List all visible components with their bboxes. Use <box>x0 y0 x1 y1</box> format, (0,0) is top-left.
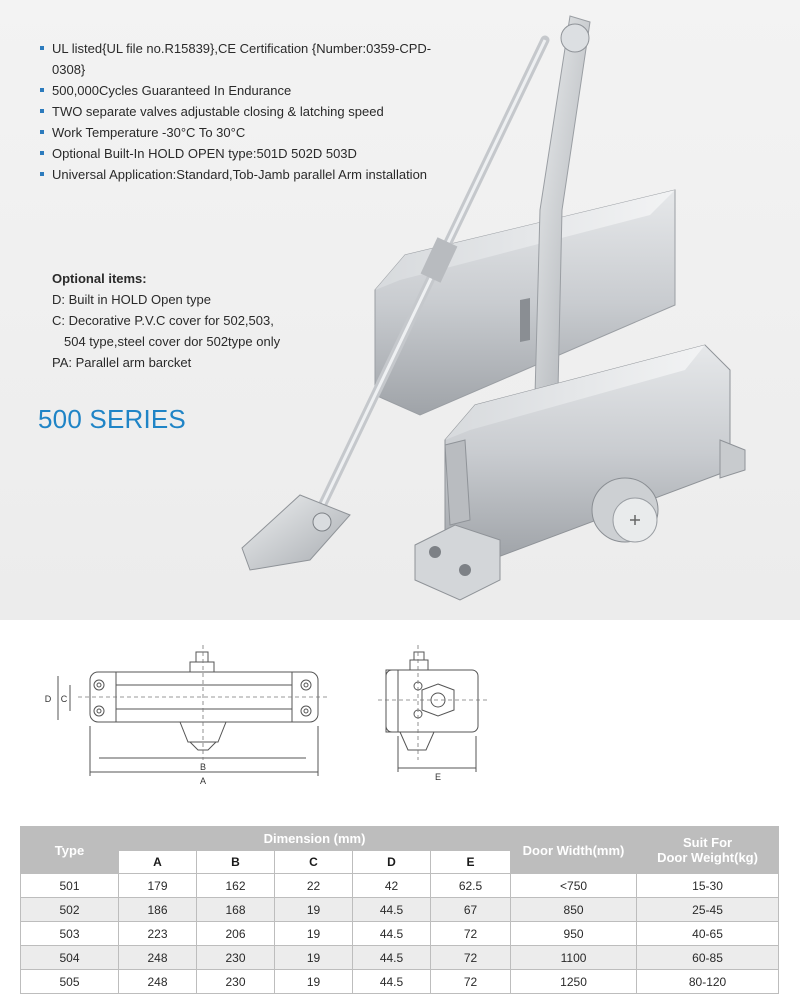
cell-d: 44.5 <box>353 970 431 994</box>
door-closer-photo <box>230 0 800 620</box>
header-c: C <box>275 851 353 874</box>
cell-a: 186 <box>119 898 197 922</box>
cell-b: 230 <box>197 970 275 994</box>
cell-door-weight: 15-30 <box>637 874 779 898</box>
optional-pa: PA: Parallel arm barcket <box>52 355 192 370</box>
optional-title: Optional items: <box>52 271 147 286</box>
cell-e: 62.5 <box>431 874 511 898</box>
cell-type: 501 <box>21 874 119 898</box>
header-door-weight-line2: Door Weight(kg) <box>657 850 758 865</box>
table-row <box>21 970 779 994</box>
table-row <box>21 946 779 970</box>
cell-e: 72 <box>431 970 511 994</box>
dim-label-b: B <box>199 762 207 772</box>
cell-a: 223 <box>119 922 197 946</box>
table-row <box>21 922 779 946</box>
feature-item: Universal Application:Standard,Tob-Jamb parallel Arm installation <box>40 164 460 185</box>
table-row <box>21 874 779 898</box>
dim-label-a: A <box>199 776 207 786</box>
cell-b: 168 <box>197 898 275 922</box>
cell-e: 67 <box>431 898 511 922</box>
cell-door-width: 1100 <box>511 946 637 970</box>
header-door-weight-line1: Suit For <box>682 835 733 850</box>
cell-b: 206 <box>197 922 275 946</box>
cell-a: 248 <box>119 946 197 970</box>
cell-d: 44.5 <box>353 946 431 970</box>
cell-door-weight: 80-120 <box>637 970 779 994</box>
feature-item: 500,000Cycles Guaranteed In Endurance <box>40 80 460 101</box>
table-row <box>21 898 779 922</box>
cell-e: 72 <box>431 946 511 970</box>
feature-item: TWO separate valves adjustable closing & latching speed <box>40 101 460 122</box>
header-b: B <box>197 851 275 874</box>
optional-d: D: Built in HOLD Open type <box>52 292 211 307</box>
cell-door-width: 1250 <box>511 970 637 994</box>
series-title: 500 SERIES <box>38 404 186 434</box>
cell-type: 505 <box>21 970 119 994</box>
cell-b: 230 <box>197 946 275 970</box>
optional-c: C: Decorative P.V.C cover for 502,503, <box>52 313 274 328</box>
cell-a: 248 <box>119 970 197 994</box>
cell-c: 19 <box>275 898 353 922</box>
header-door-width: Door Width(mm) <box>511 827 637 874</box>
feature-item: Optional Built-In HOLD OPEN type:501D 502D 503D <box>40 143 460 164</box>
optional-c-cont: 504 type,steel cover dor 502type only <box>64 334 281 349</box>
cell-c: 22 <box>275 874 353 898</box>
cell-a: 179 <box>119 874 197 898</box>
cell-c: 19 <box>275 970 353 994</box>
cell-d: 44.5 <box>353 898 431 922</box>
dim-label-c: C <box>60 694 68 704</box>
cell-d: 44.5 <box>353 922 431 946</box>
header-dimension: Dimension (mm) <box>119 827 511 851</box>
cell-door-weight: 25-45 <box>637 898 779 922</box>
cell-c: 19 <box>275 922 353 946</box>
cell-type: 504 <box>21 946 119 970</box>
cell-d: 42 <box>353 874 431 898</box>
header-a: A <box>119 851 197 874</box>
cell-c: 19 <box>275 946 353 970</box>
cell-type: 502 <box>21 898 119 922</box>
cell-door-width: 850 <box>511 898 637 922</box>
header-e: E <box>431 851 511 874</box>
cell-door-width: 950 <box>511 922 637 946</box>
dim-label-d: D <box>44 694 52 704</box>
feature-item: UL listed{UL file no.R15839},CE Certification {Number:0359-CPD-0308} <box>40 38 460 80</box>
header-type: Type <box>21 827 119 874</box>
dim-label-e: E <box>434 772 442 782</box>
cell-e: 72 <box>431 922 511 946</box>
technical-drawings <box>18 640 508 790</box>
cell-door-weight: 40-65 <box>637 922 779 946</box>
cell-b: 162 <box>197 874 275 898</box>
cell-door-weight: 60-85 <box>637 946 779 970</box>
header-door-weight <box>637 827 779 874</box>
cell-type: 503 <box>21 922 119 946</box>
header-d: D <box>353 851 431 874</box>
spec-table <box>20 826 779 994</box>
cell-door-width: <750 <box>511 874 637 898</box>
feature-item: Work Temperature -30°C To 30°C <box>40 122 460 143</box>
